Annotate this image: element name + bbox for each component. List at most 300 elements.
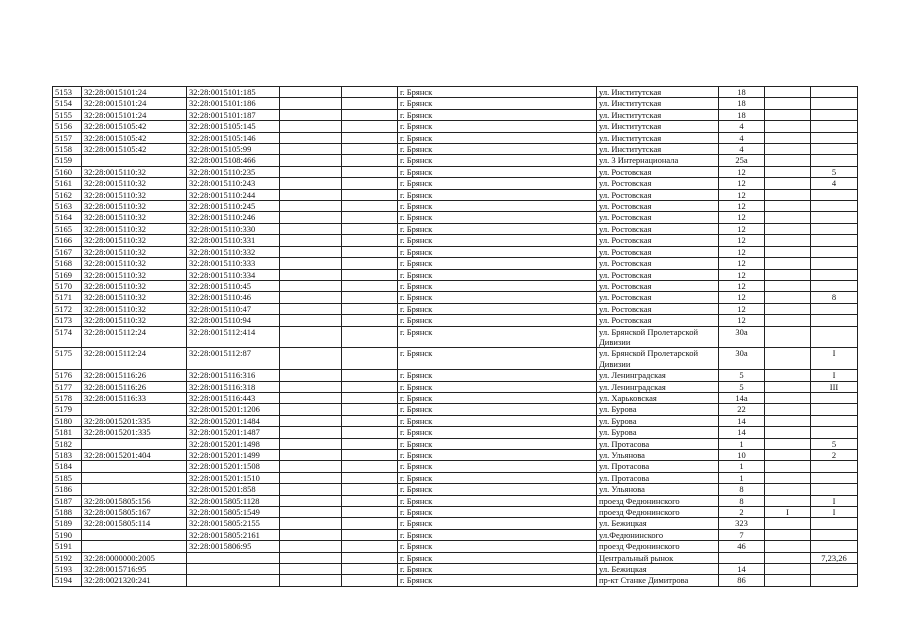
cell-premises [811, 529, 858, 540]
table-row [53, 189, 858, 200]
cell-city: г. Брянск [398, 381, 597, 392]
cell-cadastral-parcel: 32:28:0015805:114 [82, 518, 187, 529]
cell-premises: I [811, 495, 858, 506]
cell-cadastral-object: 32:28:0015110:244 [187, 189, 280, 200]
cell-cadastral-object: 32:28:0015110:243 [187, 178, 280, 189]
cell-record-number: 5182 [53, 438, 82, 449]
cell-city: г. Брянск [398, 144, 597, 155]
cell-house-number: 12 [719, 303, 765, 314]
cell-street: ул. Ростовская [597, 292, 719, 303]
cell-empty [342, 132, 398, 143]
cell-cadastral-object [187, 575, 280, 586]
cell-cadastral-parcel: 32:28:0015110:32 [82, 269, 187, 280]
cell-city: г. Брянск [398, 269, 597, 280]
cell-cadastral-parcel [82, 472, 187, 483]
cell-record-number: 5173 [53, 315, 82, 326]
cell-empty [280, 303, 342, 314]
cell-empty [342, 166, 398, 177]
cell-premises: 8 [811, 292, 858, 303]
cell-city: г. Брянск [398, 132, 597, 143]
table-row [53, 132, 858, 143]
table-row [53, 450, 858, 461]
cell-cadastral-object: 32:28:0015110:246 [187, 212, 280, 223]
cell-house-number: 12 [719, 212, 765, 223]
cell-empty [342, 529, 398, 540]
table-row [53, 280, 858, 291]
cell-empty [342, 258, 398, 269]
cell-city: г. Брянск [398, 315, 597, 326]
cell-extra [765, 529, 811, 540]
cell-city: г. Брянск [398, 155, 597, 166]
cell-house-number: 1 [719, 461, 765, 472]
cell-house-number: 5 [719, 381, 765, 392]
table-row [53, 166, 858, 177]
cell-empty [280, 326, 342, 348]
cell-empty [280, 541, 342, 552]
cell-extra [765, 370, 811, 381]
cell-empty [342, 438, 398, 449]
cell-cadastral-parcel: 32:28:0015110:32 [82, 201, 187, 212]
cell-empty [342, 292, 398, 303]
cell-city: г. Брянск [398, 201, 597, 212]
table-row [53, 370, 858, 381]
cell-street: проезд Федюнинского [597, 541, 719, 552]
cell-empty [280, 518, 342, 529]
cell-city: г. Брянск [398, 529, 597, 540]
cell-house-number: 86 [719, 575, 765, 586]
table-row [53, 438, 858, 449]
cell-premises [811, 575, 858, 586]
cell-street: ул. Протасова [597, 438, 719, 449]
cell-empty [280, 348, 342, 370]
cell-empty [342, 472, 398, 483]
cell-record-number: 5184 [53, 461, 82, 472]
cell-street: Центральный рынок [597, 552, 719, 563]
cell-empty [342, 246, 398, 257]
cell-cadastral-parcel: 32:28:0015110:32 [82, 246, 187, 257]
cell-street: ул. Брянской Пролетарской Дивизии [597, 326, 719, 348]
cell-empty [342, 541, 398, 552]
cell-house-number: 12 [719, 201, 765, 212]
cell-street: ул. Харьковская [597, 392, 719, 403]
cell-empty [280, 404, 342, 415]
cell-empty [342, 450, 398, 461]
cell-city: г. Брянск [398, 303, 597, 314]
cell-extra [765, 484, 811, 495]
cell-cadastral-parcel [82, 404, 187, 415]
table-row [53, 223, 858, 234]
cell-street: ул. Ростовская [597, 235, 719, 246]
table-row [53, 326, 858, 348]
cell-extra [765, 223, 811, 234]
cell-extra [765, 303, 811, 314]
cell-city: г. Брянск [398, 461, 597, 472]
cell-premises [811, 189, 858, 200]
cell-cadastral-object: 32:28:0015201:1498 [187, 438, 280, 449]
cell-house-number: 18 [719, 87, 765, 98]
cell-empty [280, 98, 342, 109]
cell-house-number: 1 [719, 472, 765, 483]
cell-empty [280, 461, 342, 472]
cell-premises [811, 246, 858, 257]
cell-empty [280, 166, 342, 177]
cell-street: ул. Ростовская [597, 269, 719, 280]
cell-cadastral-object: 32:28:0015805:1128 [187, 495, 280, 506]
cell-cadastral-object: 32:28:0015110:235 [187, 166, 280, 177]
cell-cadastral-parcel: 32:28:0015112:24 [82, 326, 187, 348]
cell-empty [342, 392, 398, 403]
table-row [53, 121, 858, 132]
cell-empty [280, 121, 342, 132]
table-row [53, 87, 858, 98]
cell-record-number: 5166 [53, 235, 82, 246]
cell-empty [342, 121, 398, 132]
cell-premises [811, 392, 858, 403]
cell-house-number: 12 [719, 258, 765, 269]
cell-cadastral-object: 32:28:0015105:99 [187, 144, 280, 155]
cell-city: г. Брянск [398, 518, 597, 529]
cell-cadastral-object: 32:28:0015101:186 [187, 98, 280, 109]
cell-city: г. Брянск [398, 392, 597, 403]
cell-premises [811, 326, 858, 348]
table-row [53, 541, 858, 552]
cell-extra [765, 348, 811, 370]
cell-empty [342, 212, 398, 223]
cell-extra [765, 178, 811, 189]
cell-record-number: 5171 [53, 292, 82, 303]
cell-street: ул. Ростовская [597, 212, 719, 223]
cell-house-number: 12 [719, 166, 765, 177]
cell-cadastral-object: 32:28:0015112:87 [187, 348, 280, 370]
cell-extra [765, 450, 811, 461]
cell-empty [280, 552, 342, 563]
cell-extra [765, 246, 811, 257]
cell-empty [280, 472, 342, 483]
cell-premises [811, 144, 858, 155]
cell-premises [811, 564, 858, 575]
cell-street: ул. Институтская [597, 98, 719, 109]
table-row [53, 472, 858, 483]
cell-house-number: 46 [719, 541, 765, 552]
cell-cadastral-parcel: 32:28:0015110:32 [82, 189, 187, 200]
table-row [53, 269, 858, 280]
cell-extra [765, 166, 811, 177]
cell-house-number: 18 [719, 98, 765, 109]
cell-cadastral-object: 32:28:0015201:1206 [187, 404, 280, 415]
table-row [53, 98, 858, 109]
cell-cadastral-object: 32:28:0015110:334 [187, 269, 280, 280]
cell-empty [342, 518, 398, 529]
cell-empty [280, 438, 342, 449]
cell-street: ул. Брянской Пролетарской Дивизии [597, 348, 719, 370]
cell-premises: I [811, 348, 858, 370]
cell-empty [280, 427, 342, 438]
cell-extra [765, 258, 811, 269]
cell-empty [280, 575, 342, 586]
cell-record-number: 5163 [53, 201, 82, 212]
cell-cadastral-parcel: 32:28:0015805:156 [82, 495, 187, 506]
cell-cadastral-object: 32:28:0015201:1484 [187, 415, 280, 426]
cell-empty [342, 144, 398, 155]
cell-house-number: 12 [719, 178, 765, 189]
cell-house-number: 18 [719, 109, 765, 120]
cell-street: ул. Ростовская [597, 166, 719, 177]
table-row [53, 109, 858, 120]
cell-record-number: 5154 [53, 98, 82, 109]
cell-empty [342, 370, 398, 381]
table-row [53, 144, 858, 155]
cell-extra [765, 144, 811, 155]
cell-cadastral-parcel: 32:28:0015110:32 [82, 235, 187, 246]
cell-cadastral-parcel: 32:28:0015116:26 [82, 370, 187, 381]
cell-record-number: 5165 [53, 223, 82, 234]
cell-cadastral-parcel: 32:28:0015110:32 [82, 292, 187, 303]
cell-empty [280, 155, 342, 166]
cell-street: ул. Институтская [597, 132, 719, 143]
cell-premises [811, 280, 858, 291]
cell-street: ул. 3 Интернационала [597, 155, 719, 166]
cell-empty [342, 507, 398, 518]
cell-premises [811, 541, 858, 552]
cell-city: г. Брянск [398, 166, 597, 177]
cell-street: ул. Институтская [597, 121, 719, 132]
cell-cadastral-object: 32:28:0015105:145 [187, 121, 280, 132]
cell-empty [280, 178, 342, 189]
cell-empty [342, 484, 398, 495]
cell-extra [765, 575, 811, 586]
cell-record-number: 5172 [53, 303, 82, 314]
cell-record-number: 5181 [53, 427, 82, 438]
cell-extra [765, 541, 811, 552]
cell-empty [280, 189, 342, 200]
cell-house-number [719, 552, 765, 563]
cell-empty [280, 495, 342, 506]
cell-cadastral-object: 32:28:0015110:245 [187, 201, 280, 212]
cell-street: ул. Бурова [597, 415, 719, 426]
cell-city: г. Брянск [398, 121, 597, 132]
cell-house-number: 12 [719, 315, 765, 326]
table-row [53, 212, 858, 223]
cell-record-number: 5189 [53, 518, 82, 529]
cell-empty [280, 144, 342, 155]
cell-cadastral-parcel: 32:28:0021320:241 [82, 575, 187, 586]
table-row [53, 529, 858, 540]
cell-street: ул. Бурова [597, 427, 719, 438]
cell-extra [765, 235, 811, 246]
cell-cadastral-object: 32:28:0015201:858 [187, 484, 280, 495]
table-row [53, 201, 858, 212]
table-row [53, 392, 858, 403]
cell-street: ул. Бежицкая [597, 518, 719, 529]
cell-premises: I [811, 507, 858, 518]
cell-empty [342, 348, 398, 370]
cell-record-number: 5161 [53, 178, 82, 189]
cell-extra [765, 438, 811, 449]
cell-premises [811, 258, 858, 269]
cell-street: ул. Институтская [597, 109, 719, 120]
cell-city: г. Брянск [398, 189, 597, 200]
cell-house-number: 4 [719, 144, 765, 155]
cell-empty [280, 392, 342, 403]
cell-record-number: 5158 [53, 144, 82, 155]
cell-record-number: 5185 [53, 472, 82, 483]
cell-record-number: 5193 [53, 564, 82, 575]
cell-extra [765, 326, 811, 348]
table-row [53, 348, 858, 370]
cell-record-number: 5180 [53, 415, 82, 426]
cell-extra [765, 212, 811, 223]
cell-street: ул. Ростовская [597, 201, 719, 212]
cell-street: ул. Протасова [597, 461, 719, 472]
cell-extra [765, 109, 811, 120]
cell-house-number: 12 [719, 292, 765, 303]
cell-premises [811, 427, 858, 438]
cell-cadastral-parcel: 32:28:0015201:335 [82, 427, 187, 438]
table-row [53, 495, 858, 506]
cell-cadastral-object: 32:28:0015110:330 [187, 223, 280, 234]
cell-cadastral-object: 32:28:0015806:95 [187, 541, 280, 552]
cell-cadastral-object: 32:28:0015805:1549 [187, 507, 280, 518]
cell-street: ул.Федюнинского [597, 529, 719, 540]
cell-extra [765, 280, 811, 291]
table-row [53, 427, 858, 438]
cell-house-number: 25а [719, 155, 765, 166]
cell-extra [765, 472, 811, 483]
cell-house-number: 4 [719, 121, 765, 132]
cell-extra [765, 98, 811, 109]
cell-street: проезд Федюнинского [597, 495, 719, 506]
cell-cadastral-object: 32:28:0015116:318 [187, 381, 280, 392]
cell-cadastral-object: 32:28:0015116:316 [187, 370, 280, 381]
cell-city: г. Брянск [398, 292, 597, 303]
cell-empty [342, 461, 398, 472]
cell-empty [280, 269, 342, 280]
cell-premises: 2 [811, 450, 858, 461]
cell-premises [811, 269, 858, 280]
cell-house-number: 14 [719, 415, 765, 426]
cell-cadastral-parcel: 32:28:0015716:95 [82, 564, 187, 575]
cell-street: ул. Бежицкая [597, 564, 719, 575]
cell-premises [811, 87, 858, 98]
table-row [53, 155, 858, 166]
cell-cadastral-object: 32:28:0015110:332 [187, 246, 280, 257]
cell-city: г. Брянск [398, 472, 597, 483]
cell-record-number: 5155 [53, 109, 82, 120]
cell-city: г. Брянск [398, 258, 597, 269]
table-body [53, 87, 858, 587]
cell-empty [342, 495, 398, 506]
cell-house-number: 4 [719, 132, 765, 143]
cell-cadastral-parcel: 32:28:0015110:32 [82, 178, 187, 189]
cell-premises: 7,23,26 [811, 552, 858, 563]
cell-empty [280, 507, 342, 518]
cell-extra [765, 552, 811, 563]
cell-premises [811, 109, 858, 120]
cell-city: г. Брянск [398, 223, 597, 234]
cell-extra [765, 404, 811, 415]
cell-street: ул. Ростовская [597, 303, 719, 314]
cell-street: ул. Ростовская [597, 223, 719, 234]
cell-empty [342, 280, 398, 291]
cell-cadastral-object: 32:28:0015805:2155 [187, 518, 280, 529]
cell-cadastral-parcel: 32:28:0015805:167 [82, 507, 187, 518]
cell-cadastral-object: 32:28:0015101:187 [187, 109, 280, 120]
cell-record-number: 5153 [53, 87, 82, 98]
cell-record-number: 5175 [53, 348, 82, 370]
table-row [53, 575, 858, 586]
cell-house-number: 30а [719, 348, 765, 370]
cell-empty [342, 201, 398, 212]
cell-house-number: 14 [719, 427, 765, 438]
cell-record-number: 5186 [53, 484, 82, 495]
cell-premises [811, 415, 858, 426]
cell-cadastral-object: 32:28:0015105:146 [187, 132, 280, 143]
cell-street: ул. Ленинградская [597, 381, 719, 392]
cell-record-number: 5169 [53, 269, 82, 280]
cell-empty [280, 132, 342, 143]
cell-empty [342, 303, 398, 314]
cell-empty [342, 415, 398, 426]
cell-extra: I [765, 507, 811, 518]
cell-premises: 5 [811, 438, 858, 449]
cell-cadastral-parcel: 32:28:0015112:24 [82, 348, 187, 370]
cell-house-number: 30а [719, 326, 765, 348]
cell-city: г. Брянск [398, 87, 597, 98]
cell-city: г. Брянск [398, 280, 597, 291]
cell-empty [280, 529, 342, 540]
cell-street: ул. Ростовская [597, 189, 719, 200]
cell-cadastral-parcel: 32:28:0015101:24 [82, 109, 187, 120]
cell-street: ул. Институтская [597, 144, 719, 155]
table-row [53, 178, 858, 189]
cell-street: ул. Ульянова [597, 484, 719, 495]
cell-cadastral-parcel: 32:28:0015105:42 [82, 144, 187, 155]
cell-city: г. Брянск [398, 450, 597, 461]
cell-empty [342, 223, 398, 234]
cell-street: ул. Протасова [597, 472, 719, 483]
cell-premises [811, 155, 858, 166]
cell-empty [280, 280, 342, 291]
table-row [53, 246, 858, 257]
cell-cadastral-object: 32:28:0015110:94 [187, 315, 280, 326]
cell-cadastral-parcel: 32:28:0015101:24 [82, 98, 187, 109]
cell-extra [765, 461, 811, 472]
cell-premises [811, 212, 858, 223]
cell-empty [342, 381, 398, 392]
cell-empty [342, 575, 398, 586]
cell-city: г. Брянск [398, 575, 597, 586]
cell-premises [811, 472, 858, 483]
table-row [53, 235, 858, 246]
cell-premises: I [811, 370, 858, 381]
cell-empty [342, 552, 398, 563]
cell-city: г. Брянск [398, 438, 597, 449]
cell-empty [280, 450, 342, 461]
table-row [53, 552, 858, 563]
cell-empty [280, 415, 342, 426]
cell-record-number: 5178 [53, 392, 82, 403]
cell-empty [342, 315, 398, 326]
cell-extra [765, 87, 811, 98]
cell-record-number: 5188 [53, 507, 82, 518]
cell-extra [765, 269, 811, 280]
cell-city: г. Брянск [398, 495, 597, 506]
cell-house-number: 7 [719, 529, 765, 540]
cell-record-number: 5183 [53, 450, 82, 461]
cell-empty [280, 258, 342, 269]
cell-house-number: 2 [719, 507, 765, 518]
cell-city: г. Брянск [398, 427, 597, 438]
